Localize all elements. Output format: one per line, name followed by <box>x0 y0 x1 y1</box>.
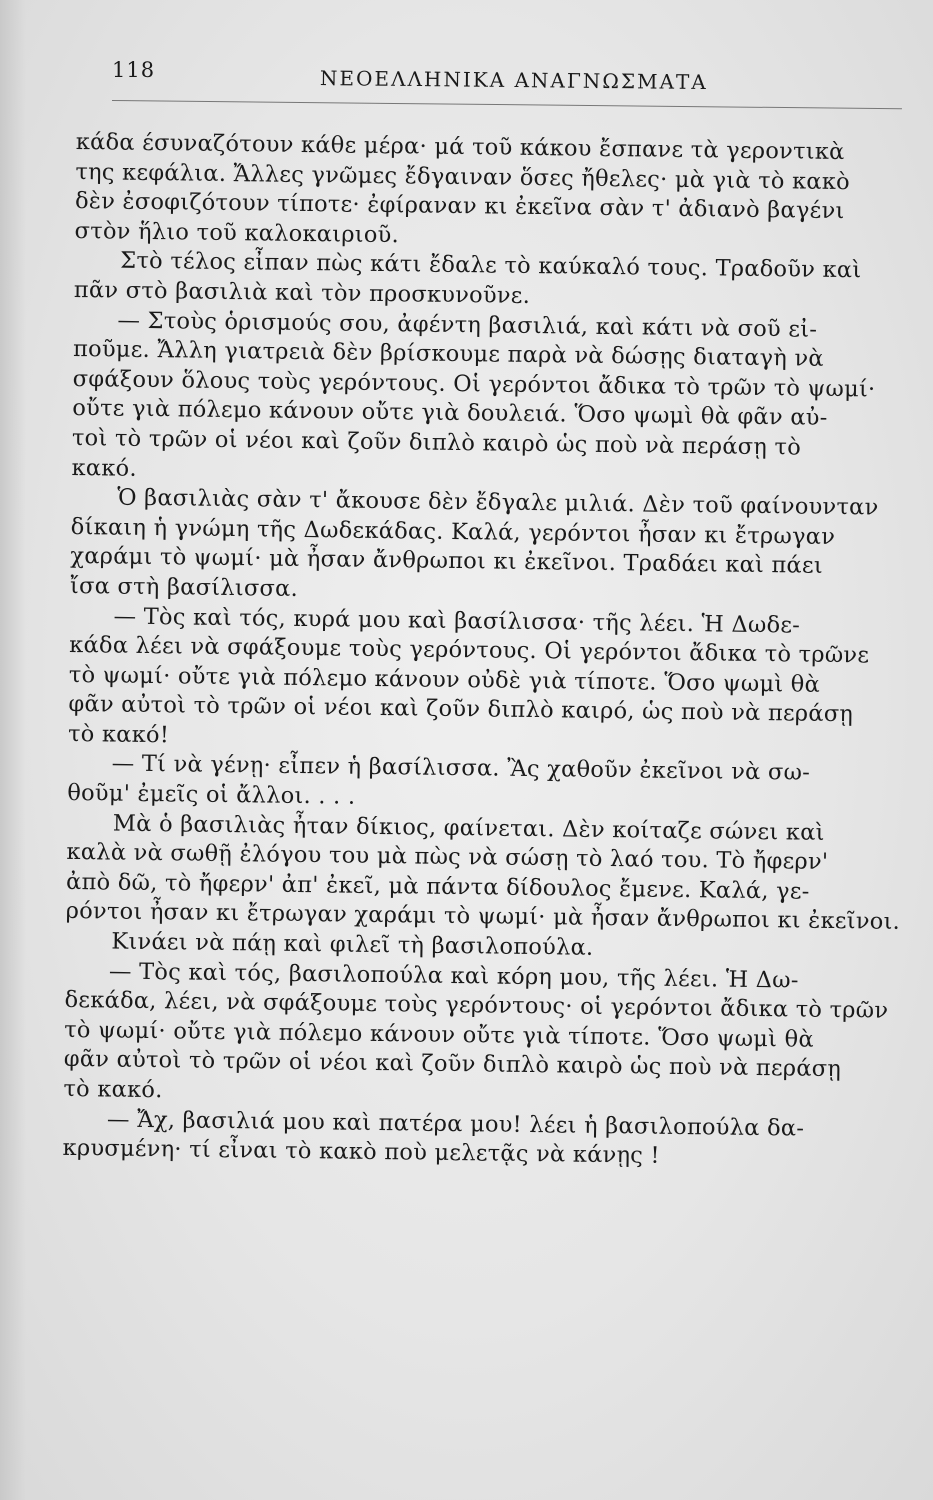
text-line: κάδα έσυναζότουν κάθε μέρα· μά τοῦ κάκου ἔσπανε τὰ γεροντικὰ <box>75 128 845 166</box>
page-header <box>112 56 912 106</box>
text-line: ἀπὸ δῶ, τὸ ἤφερν' ἀπ' ἐκεῖ, μὰ πάντα δίδουλος ἔμενε. Καλά, γε- <box>65 868 810 905</box>
text-line: Στὸ τέλος εἶπαν πὼς κάτι ἔδαλε τὸ καύκαλό τους. Τραδοῦν καὶ <box>120 247 862 284</box>
text-line: χαράμι τὸ ψωμί· μὰ ἦσαν ἄνθρωποι κι ἐκεῖνοι. Τραδάει καὶ πάει <box>70 543 824 580</box>
text-line: — Τὸς καὶ τός, βασιλοπούλα καὶ κόρη μου, τῆς λέει. Ἡ Δω- <box>108 958 799 994</box>
text-line: ρόντοι ἦσαν κι ἔτρωγαν χαράμι τὸ ψωμί· μὰ ἦσαν ἄνθρωποι κι ἐκεῖνοι. <box>65 898 901 936</box>
text-line: θοῦμ' ἐμεῖς οἱ ἄλλοι. . . . <box>67 780 356 810</box>
text-line: κακό. <box>71 454 138 482</box>
text-line: ποῦμε. Ἄλλη γιατρειὰ δὲν βρίσκουμε παρὰ νὰ δώσῃς διαταγὴ νὰ <box>72 336 824 372</box>
text-line: φᾶν αὐτοὶ τὸ τρῶν οἱ νέοι καὶ ζοῦν διπλὸ καιρὸ ὡς ποὺ νὰ περάσῃ <box>63 1046 842 1083</box>
text-line: τὸ κακό! <box>67 720 170 749</box>
text-line: της κεφάλια. Ἄλλες γνῶμες ἔδγαιναν ὅσες ἤθελες· μὰ γιὰ τὸ κακὸ <box>75 158 851 195</box>
running-title: ΝΕΟΕΛΛΗΝΙΚΑ ΑΝΑΓΝΩΣΜΑΤΑ <box>319 66 708 95</box>
text-line: καλὰ νὰ σωθῇ ἐλόγου του μὰ πὼς νὰ σώσῃ τὸ λαό του. Τὸ ἤφερν' <box>66 839 829 876</box>
text-line: πᾶν στὸ βασιλιὰ καὶ τὸν προσκυνοῦνε. <box>73 276 531 309</box>
text-line: κρυσμένη· τί εἶναι τὸ κακὸ ποὺ μελετᾷς νὰ κάνῃς ! <box>62 1135 660 1169</box>
text-line: δὲν ἐσοφιζότουν τίποτε· ἐφίραναν κι ἐκεῖνα σὰν τ' ἀδιανὸ βαγένι <box>74 188 845 225</box>
text-line: δεκάδα, λέει, νὰ σφάξουμε τοὺς γερόντους· οἱ γερόντοι ἄδικα τὸ τρῶν <box>64 987 889 1024</box>
text-line: τὸ ψωμί· οὔτε γιὰ πόλεμο κάνουν οὔτε γιὰ τίποτε. Ὅσο ψωμὶ θὰ <box>64 1016 815 1053</box>
text-line: Ὁ βασιλιὰς σὰν τ' ἄκουσε δὲν ἔδγαλε μιλιά. Δὲν τοῦ φαίνουνταν <box>116 484 879 521</box>
text-line: τὸ ψωμί· οὔτε γιὰ πόλεμο κάνουν οὐδὲ γιὰ τίποτε. Ὅσο ψωμὶ θὰ <box>68 661 821 698</box>
text-line: ἴσα στὴ βασίλισσα. <box>69 572 299 602</box>
header-rule <box>112 100 902 109</box>
page-number: 118 <box>112 58 156 82</box>
text-line: Κινάει νὰ πάῃ καὶ φιλεῖ τὴ βασιλοπούλα. <box>111 928 594 961</box>
text-line: τοὶ τὸ τρῶν οἱ νέοι καὶ ζοῦν διπλὸ καιρὸ ὡς ποὺ νὰ περάσῃ τὸ <box>71 424 802 461</box>
text-line: φᾶν αὐτοὶ τὸ τρῶν οἱ νέοι καὶ ζοῦν διπλὸ καιρό, ὡς ποὺ νὰ περάσῃ <box>68 691 854 728</box>
text-line: στὸν ἥλιο τοῦ καλοκαιριοῦ. <box>74 217 400 249</box>
text-line: κάδα λέει νὰ σφάξουμε τοὺς γερόντους. Οἱ γερόντοι ἄδικα τὸ τρῶνε <box>69 632 870 669</box>
text-line: — Στοὺς ὁρισμούς σου, ἀφέντη βασιλιά, καὶ κάτι νὰ σοῦ εἰ- <box>117 307 818 343</box>
text-line: οὔτε γιὰ πόλεμο κάνουν οὔτε γιὰ δουλειά. Ὅσο ψωμὶ θὰ φᾶν αὐ- <box>72 395 828 432</box>
text-line: — Τὸς καὶ τός, κυρά μου καὶ βασίλισσα· τῆς λέει. Ἡ Δωδε- <box>113 603 801 639</box>
page-gutter-shadow <box>0 0 26 1500</box>
text-line: — Τί νὰ γένῃ· εἶπεν ἡ βασίλισσα. Ἂς χαθοῦν ἐκεῖνοι νὰ σω- <box>111 750 811 787</box>
body-text <box>62 128 911 1175</box>
text-line: τὸ κακό. <box>63 1075 163 1104</box>
text-line: δίκαιη ἡ γνώμη τῆς Δωδεκάδας. Καλά, γερόντοι ἦσαν κι ἔτρωγαν <box>70 513 836 550</box>
text-line: σφάξουν ὅλους τοὺς γερόντους. Οἱ γερόντοι ἄδικα τὸ τρῶν τὸ ψωμί· <box>72 365 876 403</box>
text-line: Μὰ ὁ βασιλιὰς ἦταν δίκιος, φαίνεται. Δὲν κοίταζε σώνει καὶ <box>112 810 825 846</box>
text-line: — Ἄχ, βασιλιά μου καὶ πατέρα μου! λέει ἡ βασιλοπούλα δα- <box>106 1106 805 1142</box>
